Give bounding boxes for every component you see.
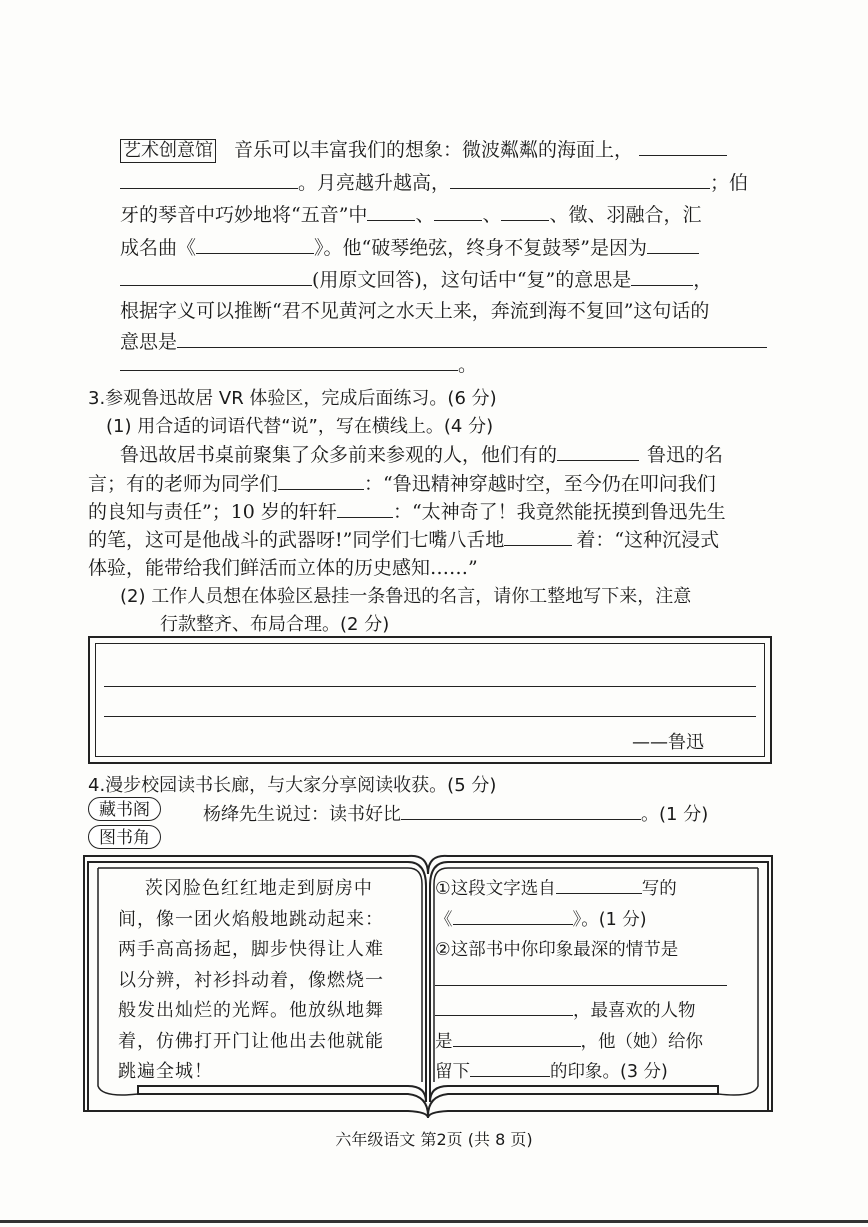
book-passage bbox=[118, 874, 408, 1088]
q3-para-line-4: 的笔，这可是他战斗的武器呀!”同学们七嘴八舌地 着：“这种沉浸式 bbox=[88, 525, 719, 552]
q3-sub2-line-2: 行款整齐、布局合理。(2 分) bbox=[160, 614, 390, 635]
q3-para-line-5: 体验，能带给我们鲜活而立体的历史感知……” bbox=[88, 557, 478, 579]
book-q1-line: ①这段文字选自 写的 bbox=[435, 874, 735, 905]
book-q2-line-6: 是 ，他（她）给你 bbox=[435, 1027, 735, 1058]
passage-line: 般发出灿烂的光辉。他放纵地舞 bbox=[118, 1000, 384, 1021]
blank[interactable] bbox=[120, 169, 298, 189]
blank[interactable] bbox=[501, 201, 549, 221]
blank[interactable] bbox=[120, 351, 458, 371]
blank[interactable] bbox=[196, 234, 314, 254]
art-tag: 艺术创意馆 bbox=[120, 139, 216, 163]
book-q1-title-line: 《 》。(1 分) bbox=[435, 905, 735, 936]
passage-line: 着，仿佛打开门让他出去他就能 bbox=[118, 1030, 384, 1052]
blank[interactable] bbox=[639, 136, 727, 156]
blank[interactable] bbox=[631, 266, 693, 286]
blank[interactable] bbox=[120, 266, 312, 286]
q3-para-line-2: 言；有的老师为同学们 ：“鲁迅精神穿越时空，至今仍在叩问我们 bbox=[88, 469, 716, 496]
passage-line: 跳遍全城！ bbox=[118, 1061, 213, 1082]
book-q2-blank-line bbox=[435, 966, 735, 997]
passage-line: 以分辨，衬衫抖动着，像燃烧一 bbox=[118, 969, 384, 991]
q3-title: 3.参观鲁迅故居 VR 体验区，完成后面练习。(6 分) bbox=[88, 388, 497, 409]
q4-quote-line: 杨绛先生说过：读书好比 。(1 分) bbox=[203, 800, 708, 826]
blank[interactable] bbox=[367, 201, 415, 221]
blank[interactable] bbox=[450, 169, 710, 189]
book-questions bbox=[435, 874, 735, 1088]
ribbon-tushujiao: 图书角 bbox=[88, 825, 161, 849]
page-footer: 六年级语文 第2页 (共 8 页) bbox=[335, 1130, 533, 1149]
art-line-1: 艺术创意馆 音乐可以丰富我们的想象：微波粼粼的海面上， bbox=[120, 135, 727, 163]
blank[interactable] bbox=[504, 526, 572, 546]
q3-para-line-3: 的良知与责任”；10 岁的轩轩 ：“太神奇了！我竟然能抚摸到鲁迅先生 bbox=[88, 497, 726, 524]
open-book-frame bbox=[78, 846, 778, 1121]
book-q2-line-7: 留下 的印象。(3 分) bbox=[435, 1057, 735, 1088]
book-q2-line: ②这部书中你印象最深的情节是 bbox=[435, 940, 679, 960]
blank[interactable] bbox=[556, 876, 642, 895]
passage-line: 两手高高扬起，脚步快得让人难 bbox=[118, 939, 384, 960]
q3-sub1: (1) 用合适的词语代替“说”，写在横线上。(4 分) bbox=[106, 416, 494, 437]
ribbon-cangshuge: 藏书阁 bbox=[88, 797, 161, 821]
blank[interactable] bbox=[557, 441, 639, 461]
art-line-7: 意思是 bbox=[120, 327, 767, 354]
art-line-5: (用原文回答)，这句话中“复”的意思是 ， bbox=[120, 265, 712, 292]
passage-line: 间，像一团火焰般地跳动起来： bbox=[118, 908, 384, 930]
writing-line-2[interactable] bbox=[104, 716, 756, 717]
q3-para-line-1: 鲁迅故居书桌前聚集了众多前来参观的人，他们有的 鲁迅的名 bbox=[120, 440, 723, 467]
art-line-6: 根据字义可以推断“君不见黄河之水天上来，奔流到海不复回”这句话的 bbox=[120, 300, 710, 322]
blank[interactable] bbox=[337, 498, 393, 518]
book-q2-line-5: ，最喜欢的人物 bbox=[435, 996, 735, 1027]
quote-writing-box bbox=[88, 636, 772, 764]
q3-sub2-line-1: (2) 工作人员想在体验区悬挂一条鲁迅的名言，请你工整地写下来，注意 bbox=[120, 586, 692, 607]
blank[interactable] bbox=[453, 1028, 581, 1047]
art-line-2: 。月亮越升越高， ；伯 bbox=[120, 168, 748, 195]
scan-bottom-edge bbox=[0, 1220, 868, 1223]
quote-signature: ——鲁迅 bbox=[632, 732, 704, 753]
q4-title: 4.漫步校园读书长廊，与大家分享阅读收获。(5 分) bbox=[88, 775, 497, 796]
blank[interactable] bbox=[435, 998, 573, 1017]
blank[interactable] bbox=[470, 1059, 550, 1078]
writing-line-1[interactable] bbox=[104, 686, 756, 687]
art-line-3: 牙的琴音中巧妙地将“五音”中 、 、 、徵、羽融合，汇 bbox=[120, 200, 701, 227]
blank[interactable] bbox=[278, 470, 364, 490]
blank[interactable] bbox=[177, 328, 767, 348]
blank[interactable] bbox=[647, 234, 699, 254]
art-line-4: 成名曲《 》。他“破琴绝弦，终身不复鼓琴”是因为 bbox=[120, 233, 699, 260]
passage-line: 茨冈脸色红红地走到厨房中 bbox=[118, 878, 373, 899]
blank[interactable] bbox=[453, 906, 573, 925]
blank[interactable] bbox=[435, 967, 727, 986]
art-line-8: 。 bbox=[120, 350, 477, 377]
blank[interactable] bbox=[434, 201, 482, 221]
blank[interactable] bbox=[401, 801, 641, 820]
